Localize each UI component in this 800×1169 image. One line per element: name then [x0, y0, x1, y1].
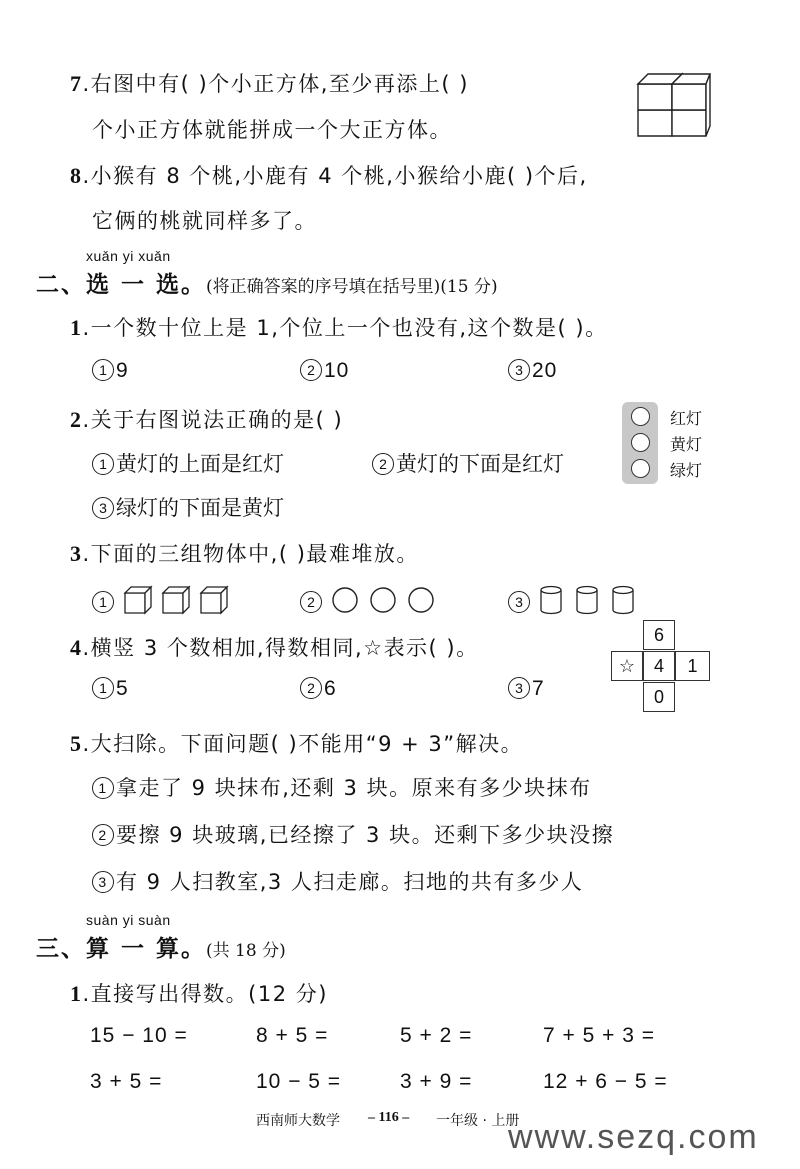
q7-line2: 个小正方体就能拼成一个大正方体。 — [92, 118, 452, 142]
s2q5-option-3[interactable]: 3 有 9 人扫教室,3 人扫走廊。扫地的共有多少人 — [92, 866, 583, 896]
grid-cell-right: 1 — [675, 651, 710, 681]
s2q4-text: 4.横竖 3 个数相加,得数相同,☆表示( )。 — [70, 635, 479, 660]
s3q1-text: 1.直接写出得数。(12 分) — [70, 981, 328, 1006]
footer-publisher: 西南师大数学 — [256, 1113, 340, 1129]
s2q1-option-1[interactable]: 1 9 — [92, 358, 129, 383]
s2q5-option-1[interactable]: 1 拿走了 9 块抹布,还剩 3 块。原来有多少块抹布 — [92, 772, 592, 802]
grid-cell-bottom: 0 — [643, 682, 675, 712]
yellow-lamp-icon — [631, 433, 650, 452]
calc-item: 8 + 5 = — [256, 1024, 329, 1047]
calc-item: 5 + 2 = — [400, 1024, 473, 1047]
s2q3-option-3[interactable]: 3 — [508, 585, 639, 615]
q7-line1: 7.右图中有( )个小正方体,至少再添上( ) — [70, 71, 469, 96]
s2q2-option-1[interactable]: 1 黄灯的上面是红灯 — [92, 448, 284, 478]
grid-cell-center: 4 — [643, 651, 675, 681]
grid-cell-top: 6 — [643, 620, 675, 650]
s2q2-option-3[interactable]: 3 绿灯的下面是黄灯 — [92, 492, 284, 522]
watermark: www.sezq.com — [508, 1118, 759, 1156]
section3-heading: 三、算 一 算。(共 18 分) — [36, 936, 286, 962]
s2q4-option-1[interactable]: 1 5 — [92, 676, 129, 701]
s2q1-option-2[interactable]: 2 10 — [300, 358, 349, 383]
section3-pinyin: suàn yi suàn — [86, 912, 171, 928]
calc-item: 10 − 5 = — [256, 1070, 342, 1093]
s2q4-option-3[interactable]: 3 7 — [508, 676, 545, 701]
light-label-red: 红灯 — [670, 409, 703, 428]
cylinders-group-icon — [539, 585, 639, 615]
calc-item: 3 + 5 = — [90, 1070, 163, 1093]
q8-line2: 它俩的桃就同样多了。 — [92, 209, 317, 233]
s2q3-option-1[interactable]: 1 — [92, 585, 231, 615]
q8-line1: 8.小猴有 8 个桃,小鹿有 4 个桃,小猴给小鹿( )个后, — [70, 163, 588, 188]
s2q4-option-2[interactable]: 2 6 — [300, 676, 337, 701]
section2-pinyin: xuǎn yi xuǎn — [86, 248, 171, 264]
s2q1-option-3[interactable]: 3 20 — [508, 358, 557, 383]
s2q5-text: 5.大扫除。下面问题( )不能用“9 + 3”解决。 — [70, 731, 524, 756]
grid-cell-left: ☆ — [611, 651, 643, 681]
s2q2-option-2[interactable]: 2 黄灯的下面是红灯 — [372, 448, 564, 478]
traffic-light-panel — [622, 402, 658, 484]
cubes-group-icon — [123, 585, 231, 615]
red-lamp-icon — [631, 407, 650, 426]
green-lamp-icon — [631, 459, 650, 478]
footer-grade: 一年级 · 上册 — [436, 1113, 520, 1129]
light-label-green: 绿灯 — [670, 461, 703, 480]
light-label-yellow: 黄灯 — [670, 435, 703, 454]
cubes-figure-icon — [636, 66, 712, 138]
section2-heading: 二、选 一 选。(将正确答案的序号填在括号里)(15 分) — [36, 272, 498, 298]
s2q3-text: 3.下面的三组物体中,( )最难堆放。 — [70, 541, 419, 566]
s2q2-text: 2.关于右图说法正确的是( ) — [70, 407, 344, 432]
s2q3-option-2[interactable]: 2 — [300, 585, 439, 615]
calc-item: 12 + 6 − 5 = — [543, 1070, 668, 1093]
calc-item: 3 + 9 = — [400, 1070, 473, 1093]
s2q5-option-2[interactable]: 2 要擦 9 块玻璃,已经擦了 3 块。还剩下多少块没擦 — [92, 819, 614, 849]
footer-page-number: – 116 – — [368, 1110, 410, 1125]
spheres-group-icon — [331, 585, 439, 615]
s2q1-text: 1.一个数十位上是 1,个位上一个也没有,这个数是( )。 — [70, 315, 608, 340]
calc-item: 15 − 10 = — [90, 1024, 188, 1047]
calc-item: 7 + 5 + 3 = — [543, 1024, 656, 1047]
